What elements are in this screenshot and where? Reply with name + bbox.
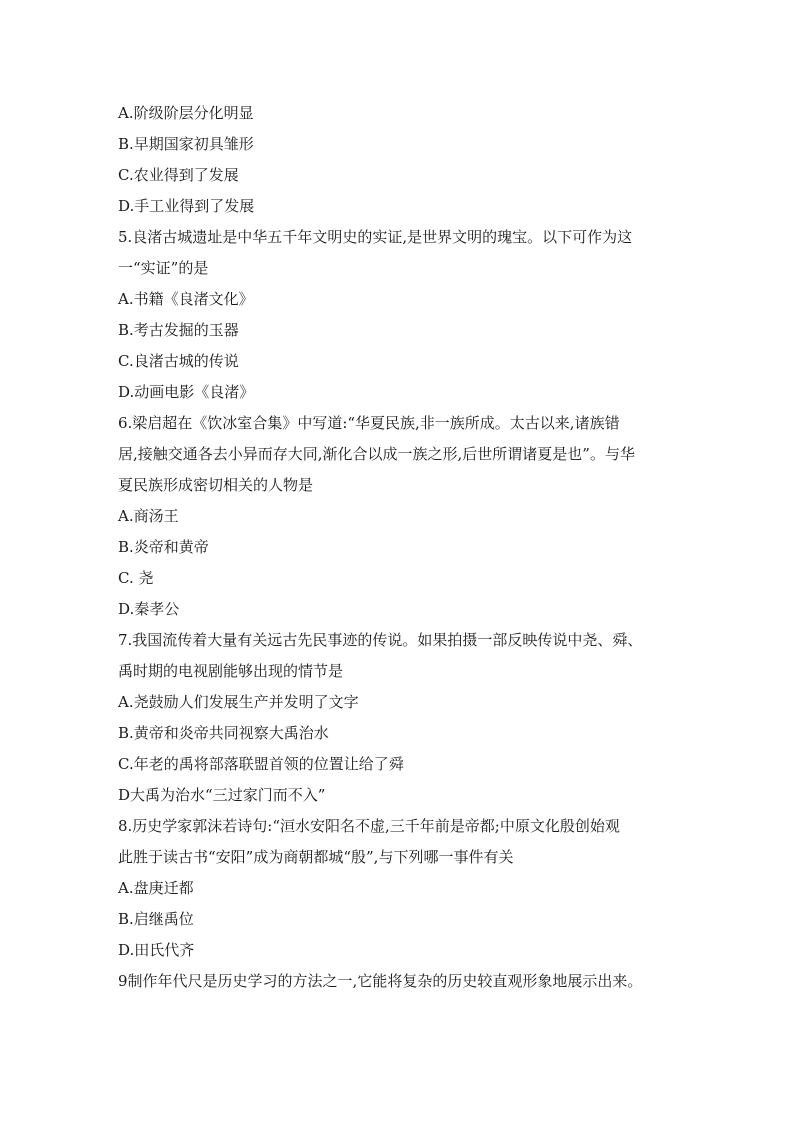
q5-option-b: B.考古发掘的玉器 bbox=[118, 321, 239, 339]
option-d-text: D.手工业得到了发展 bbox=[118, 197, 255, 215]
question-6-stem-cont-1: 居,接触交通各去小异而存大同,渐化合以成一族之形,后世所谓诸夏是也”。与华 bbox=[118, 445, 635, 463]
q6-option-a: A.商汤王 bbox=[118, 507, 179, 525]
q7-option-d: D大禹为治水“三过家门而不入” bbox=[118, 786, 326, 804]
q7-option-c: C.年老的禹将部落联盟首领的位置让给了舜 bbox=[118, 755, 404, 773]
q6-option-d: D.秦孝公 bbox=[118, 600, 180, 618]
q6-option-c: C. 尧 bbox=[118, 569, 154, 587]
question-5-stem-cont: 一“实证”的是 bbox=[118, 259, 209, 277]
question-8-stem-cont: 此胜于读古书“安阳”成为商朝都城“殷”,与下列哪一事件有关 bbox=[118, 848, 514, 866]
q8-option-d: D.田氏代齐 bbox=[118, 941, 195, 959]
q5-option-d: D.动画电影《良渚》 bbox=[118, 383, 255, 401]
q8-option-a: A.盘庚迁都 bbox=[118, 879, 194, 897]
q6-option-b: B.炎帝和黄帝 bbox=[118, 538, 209, 556]
q5-option-c: C.良渚古城的传说 bbox=[118, 352, 239, 370]
question-6-stem: 6.梁启超在《饮冰室合集》中写道:“华夏民族,非一族所成。太古以来,诸族错 bbox=[118, 414, 620, 432]
option-b-text: B.早期国家初具雏形 bbox=[118, 135, 254, 153]
q5-option-a: A.书籍《良渚文化》 bbox=[118, 290, 254, 308]
question-6-stem-cont-2: 夏民族形成密切相关的人物是 bbox=[118, 476, 314, 494]
q8-option-b: B.启继禹位 bbox=[118, 910, 194, 928]
option-a-text: A.阶级阶层分化明显 bbox=[118, 104, 254, 122]
question-7-stem: 7.我国流传着大量有关远古先民事迹的传说。如果拍摄一部反映传说中尧、舜、 bbox=[118, 631, 643, 649]
option-c-text: C.农业得到了发展 bbox=[118, 166, 239, 184]
q7-option-a: A.尧鼓励人们发展生产并发明了文字 bbox=[118, 693, 359, 711]
question-5-stem: 5.良渚古城遗址是中华五千年文明史的实证,是世界文明的瑰宝。以下可作为这 bbox=[118, 228, 633, 246]
question-text-block bbox=[118, 98, 680, 997]
q7-option-b: B.黄帝和炎帝共同视察大禹治水 bbox=[118, 724, 329, 742]
question-8-stem: 8.历史学家郭沫若诗句:“洹水安阳名不虚,三千年前是帝都;中原文化殷创始观 bbox=[118, 817, 620, 835]
question-7-stem-cont: 禹时期的电视剧能够出现的情节是 bbox=[118, 662, 344, 680]
question-9-stem: 9制作年代尺是历史学习的方法之一,它能将复杂的历史较直观形象地展示出来。 bbox=[118, 972, 643, 990]
